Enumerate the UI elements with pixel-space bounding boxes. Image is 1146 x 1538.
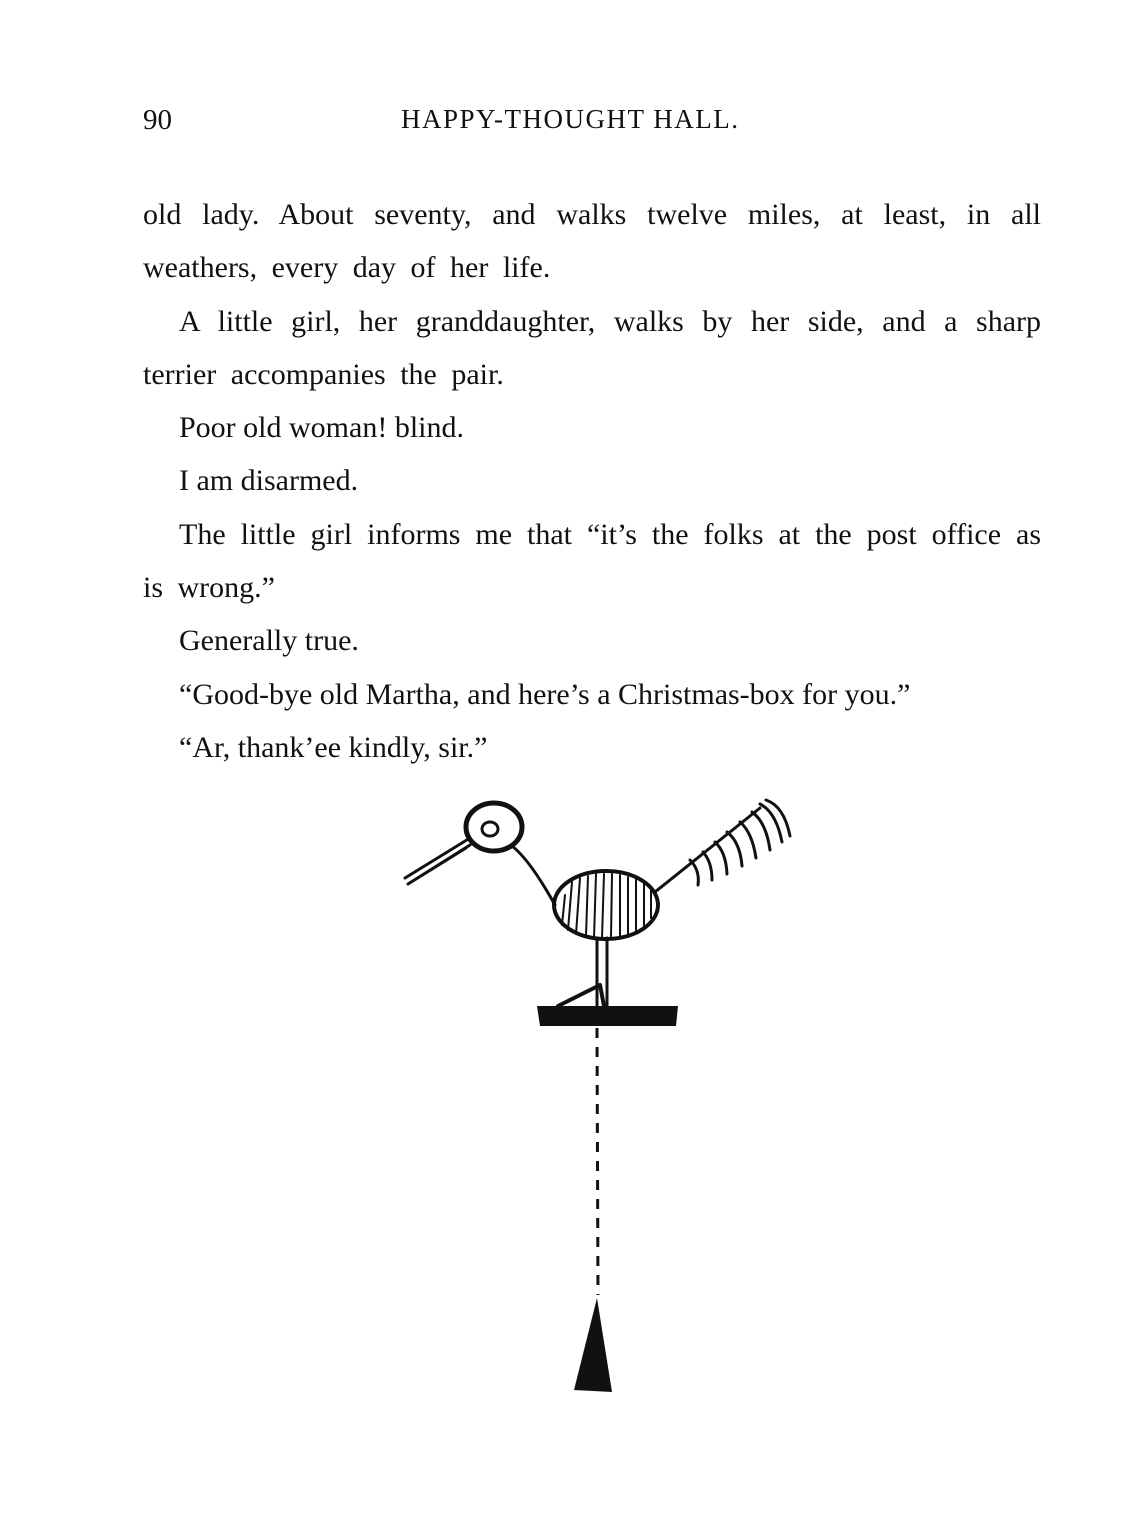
paragraph-disarmed: I am disarmed.	[179, 464, 359, 498]
bird-weathervane-illustration	[390, 790, 810, 1410]
body-text	[143, 188, 1041, 774]
paragraph-thankee: “Ar, thank’ee kindly, sir.”	[179, 730, 488, 764]
bird-body-hatching	[562, 874, 651, 938]
page-header	[143, 104, 1043, 144]
bird-tail-stalk	[655, 808, 760, 892]
paragraph-generally-true: Generally true.	[179, 624, 359, 658]
paragraph-good-bye: “Good-bye old Martha, and here’s a Christmas-box for you.”	[179, 677, 911, 711]
pole-dashed	[597, 1028, 598, 1295]
running-title: HAPPY-THOUGHT HALL.	[401, 104, 740, 134]
perch	[537, 1006, 678, 1026]
paragraph-poor-old-woman: Poor old woman! blind.	[179, 411, 464, 445]
bird-tail-feathers	[690, 800, 790, 885]
bird-eye	[482, 822, 498, 836]
pole-spike	[574, 1298, 612, 1392]
bird-head	[466, 803, 522, 851]
paragraph-little-girl: A little girl, her granddaughter, walks by her side, and a sharp terrier accompanies the pair.	[143, 304, 1041, 391]
page-number: 90	[143, 104, 172, 136]
paragraph-old-lady: old lady. About seventy, and walks twelve miles, at least, in all weathers, every day of her life.	[143, 198, 1041, 285]
bird-beak	[405, 838, 470, 884]
bird-neck	[512, 846, 555, 905]
paragraph-post-office: The little girl informs me that “it’s the folks at the post office as is wrong.”	[143, 517, 1041, 605]
